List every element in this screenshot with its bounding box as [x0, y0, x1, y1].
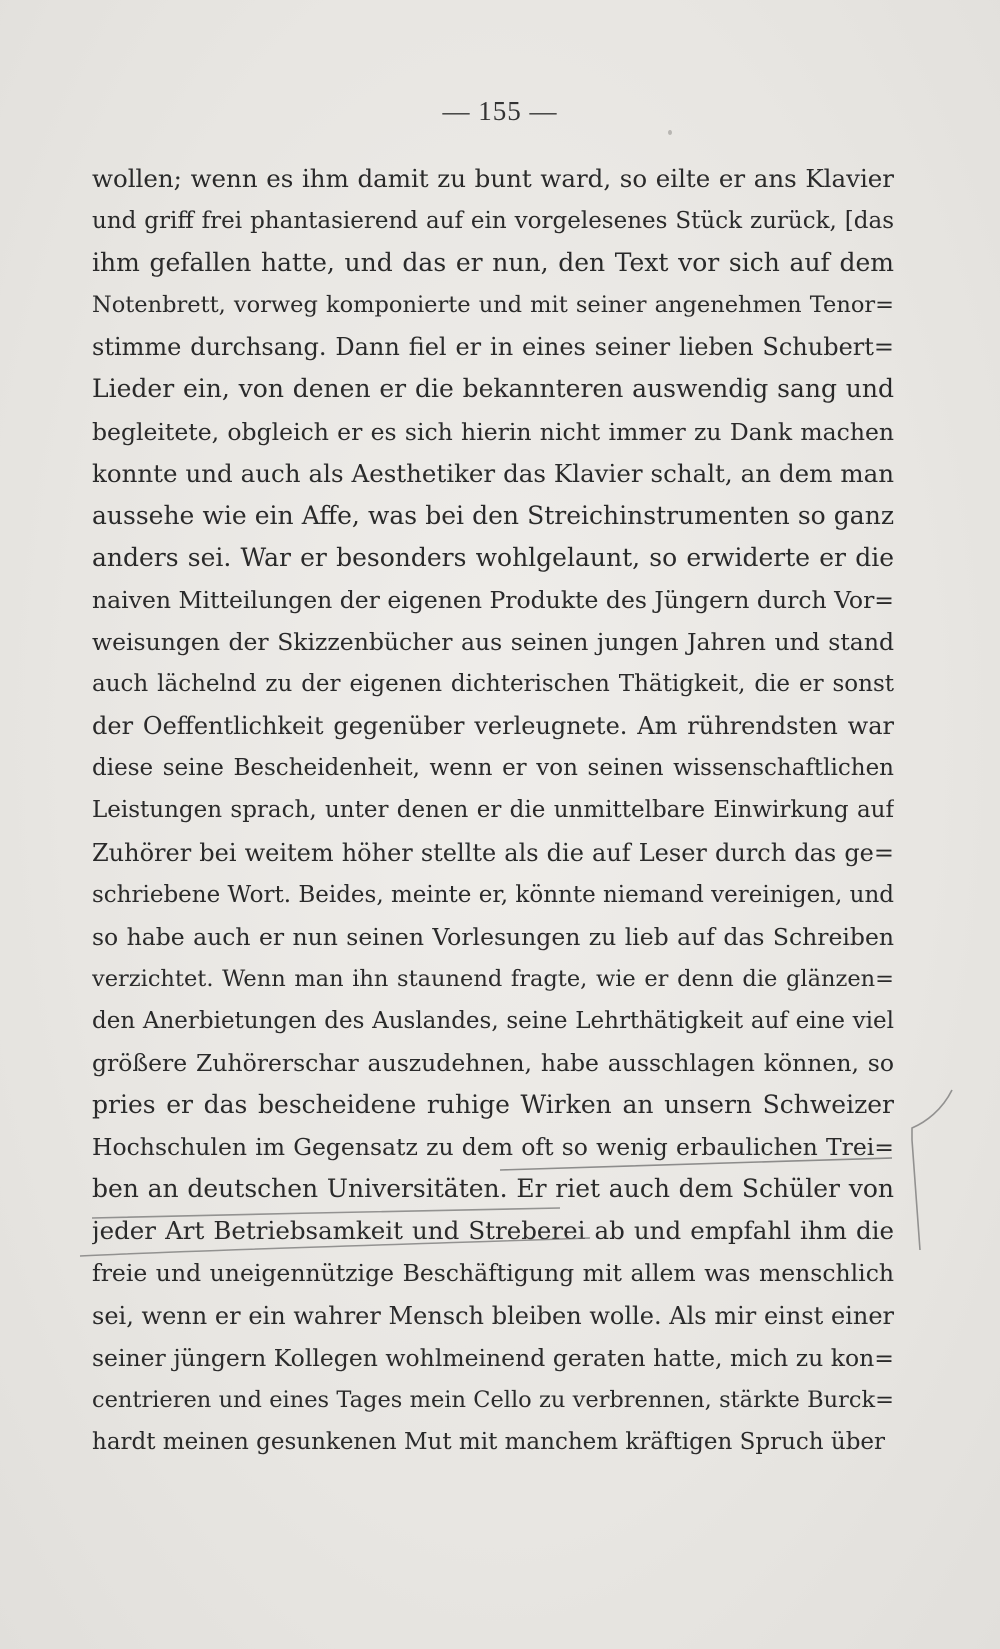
text-line: größere Zuhörerschar auszudehnen, habe ausschlagen können, so — [92, 1048, 894, 1077]
text-line: seiner jüngern Kollegen wohlmeinend geraten hatte, mich zu kon= — [92, 1343, 894, 1372]
pencil-margin-mark — [912, 1090, 952, 1250]
text-line: Zuhörer bei weitem höher stellte als die auf Leser durch das ge= — [92, 838, 894, 867]
text-line: pries er das bescheidene ruhige Wirken an unsern Schweizer — [92, 1090, 894, 1120]
text-line: naiven Mitteilungen der eigenen Produkte des Jüngern durch Vor= — [92, 585, 894, 614]
text-line: ihm gefallen hatte, und das er nun, den Text vor sich auf dem — [92, 248, 894, 278]
paper-speck — [668, 130, 672, 135]
text-line: Leistungen sprach, unter denen er die unmittelbare Einwirkung auf — [92, 797, 894, 824]
text-line: freie und uneigennützige Beschäftigung mit allem was menschlich — [92, 1259, 894, 1288]
text-line: diese seine Bescheidenheit, wenn er von seinen wissenschaftlichen — [92, 755, 894, 782]
text-line: begleitete, obgleich er es sich hierin nicht immer zu Dank machen — [92, 417, 894, 446]
text-line: der Oeffentlichkeit gegenüber verleugnete. Am rührendsten war — [92, 712, 894, 741]
text-line: und griff frei phantasierend auf ein vorgelesenes Stück zurück, [das — [92, 208, 894, 235]
text-line: Hochschulen im Gegensatz zu dem oft so wenig erbaulichen Trei= — [92, 1133, 894, 1162]
text-line: hardt meinen gesunkenen Mut mit manchem kräftigen Spruch über — [92, 1428, 886, 1455]
text-line: verzichtet. Wenn man ihn staunend fragte, wie er denn die glänzen= — [92, 965, 894, 992]
text-line: weisungen der Skizzenbücher aus seinen jungen Jahren und stand — [92, 628, 894, 657]
text-line: centrieren und eines Tages mein Cello zu verbrennen, stärkte Burck= — [92, 1386, 894, 1413]
page-number: — 155 — — [442, 96, 558, 126]
text-line: sei, wenn er ein wahrer Mensch bleiben wolle. Als mir einst einer — [92, 1301, 894, 1330]
text-line: den Anerbietungen des Auslandes, seine Lehrthätigkeit auf eine viel — [92, 1007, 894, 1034]
text-line: Notenbrett, vorweg komponierte und mit seiner angenehmen Tenor= — [92, 292, 894, 319]
text-line: so habe auch er nun seinen Vorlesungen zu lieb auf das Schreiben — [92, 922, 894, 951]
text-line: jeder Art Betriebsamkeit und Streberei ab und empfahl ihm die — [92, 1216, 894, 1246]
body-text — [92, 158, 894, 1463]
text-line: schriebene Wort. Beides, meinte er, könnte niemand vereinigen, und — [92, 881, 894, 908]
text-line: auch lächelnd zu der eigenen dichterischen Thätigkeit, die er sonst — [92, 671, 894, 698]
text-line: aussehe wie ein Affe, was bei den Streichinstrumenten so ganz — [92, 500, 894, 530]
text-line: Lieder ein, von denen er die bekannteren auswendig sang und — [92, 374, 894, 404]
text-line: anders sei. War er besonders wohlgelaunt, so erwiderte er die — [92, 542, 894, 572]
text-line: konnte und auch als Aesthetiker das Klavier schalt, an dem man — [92, 458, 894, 488]
text-line: wollen; wenn es ihm damit zu bunt ward, so eilte er ans Klavier — [92, 164, 894, 193]
text-line: ben an deutschen Universitäten. Er riet auch dem Schüler von — [92, 1174, 894, 1204]
text-line: stimme durchsang. Dann fiel er in eines seiner lieben Schubert= — [92, 333, 894, 362]
